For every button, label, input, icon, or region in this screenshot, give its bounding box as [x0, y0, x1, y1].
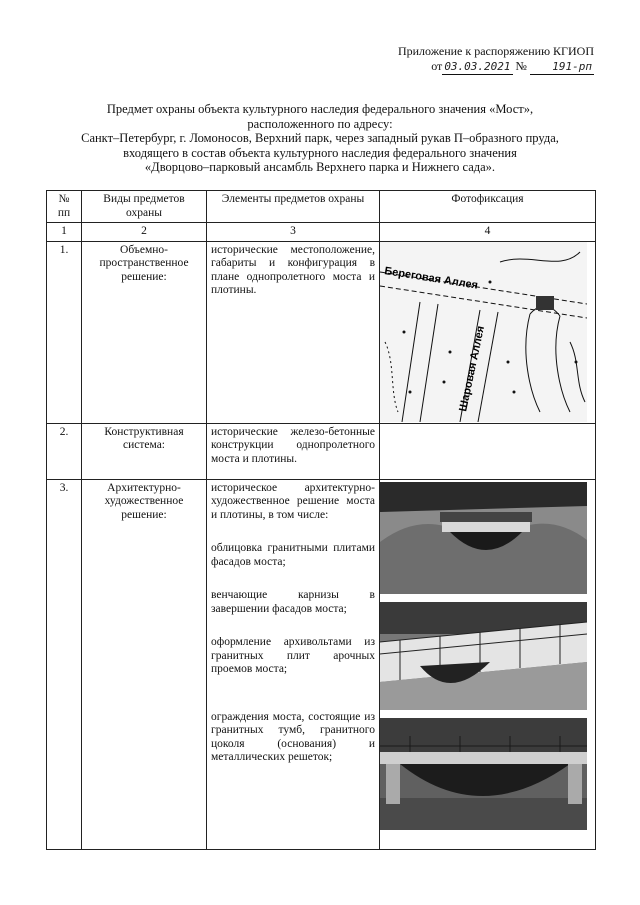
title-line-5: «Дворцово–парковый ансамбль Верхнего парка и Нижнего сада». [144, 160, 496, 174]
header-kind: Виды предметов охраны [82, 191, 207, 223]
table-header-row [47, 191, 596, 223]
colnum-2: 2 [82, 223, 207, 242]
title-line-2: расположенного по адресу: [247, 116, 393, 131]
row-number: 3. [47, 479, 82, 849]
element-item: ограждения моста, состоящие из гранитных тумб, гранитного цоколя (основания) и металлических решеток; [211, 710, 375, 763]
table-row [47, 479, 596, 849]
colnum-4: 4 [380, 223, 596, 242]
row-element: исторические железо-бетонные конструкции однопролетного моста и плотины. [207, 423, 380, 479]
order-date: 03.03.2021 [444, 60, 511, 73]
table-row [47, 241, 596, 423]
from-label: от [431, 59, 443, 73]
photo-cell-empty [380, 423, 596, 479]
title-line-4: входящего в состав объекта культурного наследия федерального значения [123, 145, 517, 160]
appendix-date-line [398, 59, 594, 75]
protection-subject-table [46, 190, 596, 850]
row-element: исторические местоположение, габариты и конфигурация в плане однопролетного моста и плотины. [207, 241, 380, 423]
header-elements: Элементы предметов охраны [207, 191, 380, 223]
row-elements [207, 479, 380, 849]
appendix-header [398, 44, 594, 75]
order-number: 191-рп [530, 59, 594, 75]
document-title [40, 102, 600, 175]
appendix-line: Приложение к распоряжению КГИОП [397, 44, 594, 58]
colnum-3: 3 [207, 223, 380, 242]
table-row [47, 423, 596, 479]
number-label: № [515, 59, 527, 73]
bridge-photo-1 [380, 482, 587, 594]
photo-cell [380, 479, 596, 849]
map-label-alley-1: Береговая Аллея [383, 264, 479, 292]
element-item: оформление архивольтами из гранитных плит арочных проемов моста; [211, 636, 375, 675]
map-label-alley-2: Шаровая Аллея [457, 324, 488, 413]
header-num: № пп [47, 191, 82, 223]
colnum-1: 1 [47, 223, 82, 242]
title-line-1: Предмет охраны объекта культурного наследия федерального значения «Мост», [106, 102, 534, 116]
row-kind: Конструктивная система: [82, 423, 207, 479]
column-number-row [47, 223, 596, 242]
bridge-photo-2 [380, 602, 587, 710]
bridge-photo-3 [380, 718, 587, 830]
row-number: 1. [47, 241, 82, 423]
row-kind: Объемно-пространственное решение: [82, 241, 207, 423]
element-item: историческое архитектурно-художественное решение моста и плотины, в том числе: [211, 481, 375, 521]
row-number: 2. [47, 423, 82, 479]
row-kind: Архитектурно-художественное решение: [82, 479, 207, 849]
site-plan-map [380, 242, 587, 422]
element-item: облицовка гранитными плитами фасадов моста; [211, 542, 375, 568]
element-item: венчающие карнизы в завершении фасадов моста; [211, 589, 375, 615]
title-line-3: Санкт–Петербург, г. Ломоносов, Верхний парк, через западный рукав П–образного пруда, [81, 131, 559, 145]
header-photo: Фотофиксация [380, 191, 596, 223]
photo-cell [380, 241, 596, 423]
